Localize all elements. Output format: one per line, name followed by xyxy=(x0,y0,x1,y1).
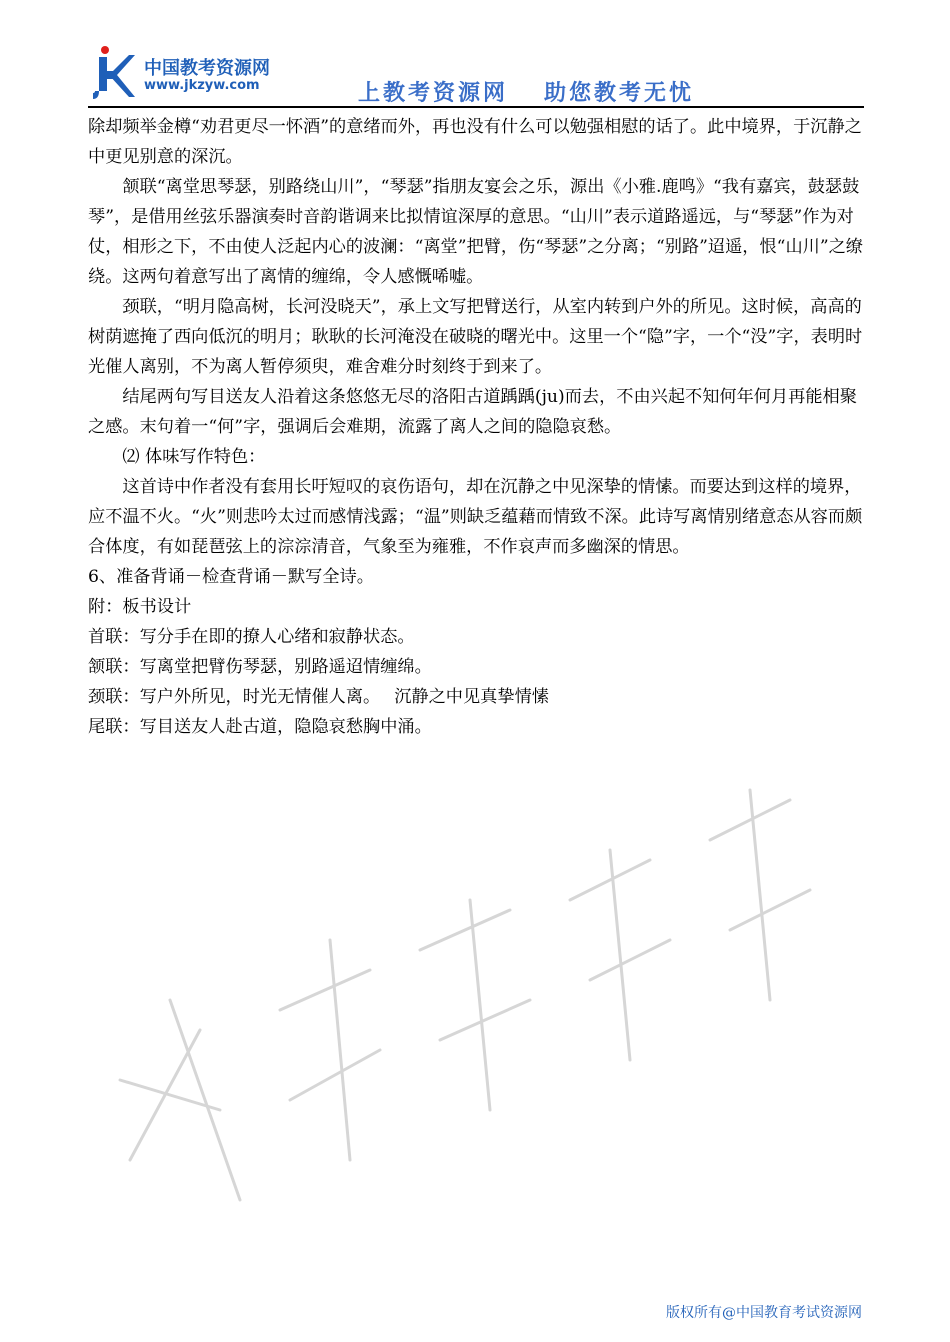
logo-site-url: www.jkzyw.com xyxy=(144,78,260,93)
page-header xyxy=(88,40,864,106)
slogan-right: 助您教考无忧 xyxy=(544,81,695,106)
watermark-icon xyxy=(90,780,850,1220)
board-line-3: 颈联：写户外所见，时光无情催人离。 沉静之中见真挚情愫 xyxy=(88,687,549,707)
paragraph-1: 除却频举金樽“劝君更尽一怀酒”的意绪而外，再也没有什么可以勉强相慰的话了。此中境界，于沉静之中更见别意的深沉。 xyxy=(88,117,862,167)
paragraph-6: 这首诗中作者没有套用长吁短叹的哀伤语句，却在沉静之中见深挚的情愫。而要达到这样的境界，应不温不火。“火”则悲吟太过而感情浅露；“温”则缺乏蕴藉而情致不深。此诗写离情别绪意态从容而颇合体度，有如琵琶弦上的淙淙清音，气象至为雍雅，不作哀声而多幽深的情思。 xyxy=(88,477,863,557)
section-heading: ⑵ 体味写作特色： xyxy=(122,447,266,467)
document-body xyxy=(88,112,864,742)
appendix-title: 附：板书设计 xyxy=(88,597,192,617)
header-slogan xyxy=(358,76,730,107)
header-divider xyxy=(88,106,864,108)
board-line-1: 首联：写分手在即的撩人心绪和寂静状态。 xyxy=(88,627,415,647)
copyright-footer: 版权所有@中国教育考试资源网 xyxy=(666,1305,862,1321)
paragraph-2: 颔联“离堂思琴瑟，别路绕山川”，“琴瑟”指朋友宴会之乐，源出《小雅.鹿鸣》“我有嘉宾，鼓瑟鼓琴”，是借用丝弦乐器演奏时音韵谐调来比拟情谊深厚的意思。“山川”表示道路遥远，与“琴瑟”作为对仗，相形之下，不由使人泛起内心的波澜：“离堂”把臂，伤“琴瑟”之分离；“别路”迢遥，恨“山川”之缭绕。这两句着意写出了离情的缠绵，令人感慨唏嘘。 xyxy=(88,177,863,287)
board-line-4: 尾联：写目送友人赴古道，隐隐哀愁胸中涌。 xyxy=(88,717,432,737)
step-6: 6、准备背诵－检查背诵－默写全诗。 xyxy=(88,567,374,587)
paragraph-4: 结尾两句写目送友人沿着这条悠悠无尽的洛阳古道踽踽(ju)而去，不由兴起不知何年何月再能相聚之感。末句着一“何”字，强调后会难期，流露了离人之间的隐隐哀愁。 xyxy=(88,387,857,437)
jkzyw-logo-icon xyxy=(93,45,135,101)
logo-site-name: 中国教考资源网 xyxy=(144,58,270,79)
paragraph-3: 颈联，“明月隐高树，长河没晓天”，承上文写把臂送行，从室内转到户外的所见。这时候，高高的树荫遮掩了西向低沉的明月；耿耿的长河淹没在破晓的曙光中。这里一个“隐”字，一个“没”字，表明时光催人离别，不为离人暂停须臾，难舍难分时刻终于到来了。 xyxy=(88,297,863,377)
board-line-2: 颔联：写离堂把臂伤琴瑟，别路遥迢情缠绵。 xyxy=(88,657,432,677)
slogan-left: 上教考资源网 xyxy=(358,81,509,106)
